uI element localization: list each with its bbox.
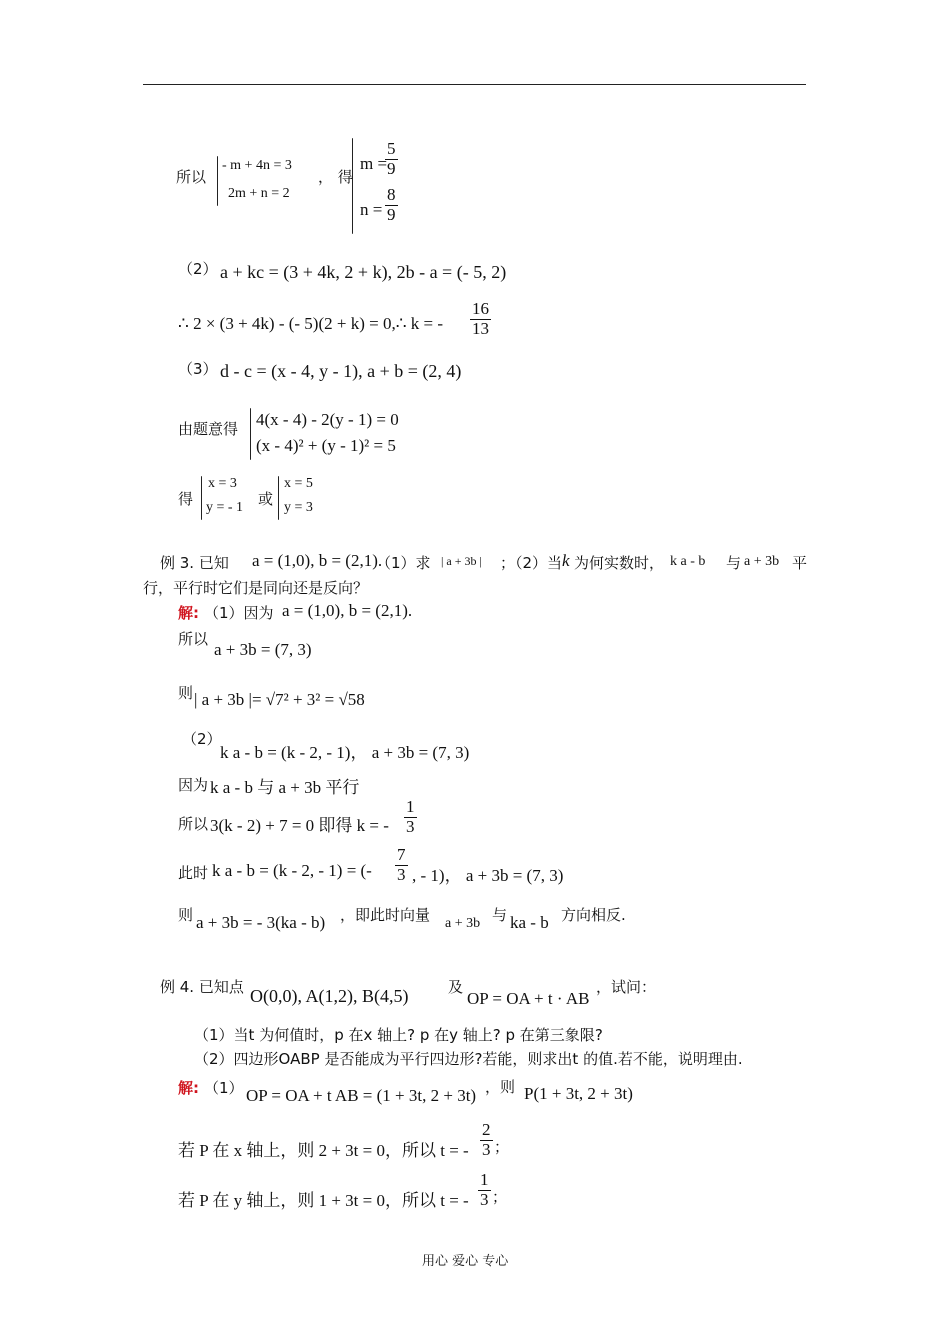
equation-1: 4(x - 4) - 2(y - 1) = 0 — [256, 410, 399, 429]
system-brace — [217, 156, 218, 206]
ex3-ze2-yu: 与 — [492, 906, 508, 924]
ex4-points: O(0,0), A(1,2), B(4,5) — [250, 986, 409, 1006]
ex3-ze2-v1: a + 3b — [445, 916, 481, 931]
ex3-ze: 则 — [178, 684, 194, 702]
ex4-x-line: 若 P 在 x 轴上，则 2 + 3t = 0，所以 t = - — [178, 1141, 469, 1160]
ex3-ze2: 则 — [178, 906, 194, 924]
ex3-k-fraction: $\frac{1}{3}$ — [406, 797, 415, 836]
ex3-ze2-text: ，即此时向量 — [340, 906, 431, 924]
sol2-y: y = 3 — [284, 500, 313, 515]
ex4-x-fraction: $\frac{2}{3}$ — [482, 1120, 491, 1159]
ex3-ze2-end: 方向相反. — [561, 906, 626, 924]
m-label: m = — [360, 154, 388, 173]
ex3-cishi-expr-a: k a - b = (k - 2, - 1) = (- — [212, 861, 372, 880]
ex3-q2b: 为何实数时， — [574, 554, 665, 572]
ex3-cishi-expr-b: , - 1)， a + 3b = (7, 3) — [412, 866, 564, 885]
sol2-brace — [278, 476, 279, 520]
k-fraction: $\frac{16}{13}$ — [472, 299, 489, 338]
sol1-x: x = 3 — [208, 476, 237, 491]
part3-number: （3） — [178, 360, 218, 378]
de-label-2: 得 — [178, 490, 194, 508]
ex3-expr2: a + 3b — [744, 554, 780, 569]
ex3-q2: ；（2）当 — [500, 554, 563, 572]
sol2-x: x = 5 — [284, 476, 313, 491]
equation-brace — [250, 408, 251, 460]
part2-therefore: ∴ 2 × (3 + 4k) - (- 5)(2 + k) = 0,∴ k = - — [178, 314, 444, 333]
ex3-ze2-expr: a + 3b = - 3(ka - b) — [196, 913, 326, 932]
equation-2: (x - 4)² + (y - 1)² = 5 — [256, 436, 396, 455]
ex3-abs-expr: | a + 3b |= √7² + 3² = √58 — [194, 690, 365, 709]
ex4-y-line: 若 P 在 y 轴上，则 1 + 3t = 0，所以 t = - — [178, 1191, 469, 1210]
ex3-yu: 与 — [726, 554, 742, 572]
part2-number: （2） — [178, 260, 218, 278]
page-footer: 用心 爱心 专心 — [422, 1254, 509, 1269]
ex4-y-end: ； — [492, 1188, 508, 1206]
system-eq-2: 2m + n = 2 — [228, 186, 290, 201]
ex3-expr1: k a - b — [670, 554, 706, 569]
ex4-jie1-ze: ，则 — [485, 1078, 516, 1096]
ex3-yinwei-expr: k a - b 与 a + 3b 平行 — [210, 778, 360, 797]
ex4-ji: 及 — [448, 978, 464, 996]
youti-label: 由题意得 — [178, 420, 239, 438]
n-fraction: $\frac{8}{9}$ — [387, 185, 396, 224]
ex3-cishi-fraction: $\frac{7}{3}$ — [397, 845, 406, 884]
ex3-jie-vectors: a = (1,0), b = (2,1). — [282, 601, 413, 620]
ex3-sum: a + 3b = (7, 3) — [214, 640, 312, 659]
ex4-x-end: ； — [494, 1138, 510, 1156]
ex4-wen: ，试问： — [596, 978, 657, 996]
system-eq-1: - m + 4n = 3 — [222, 158, 292, 173]
ex3-ze2-v2: ka - b — [510, 913, 549, 932]
ex4-q2: （2）四边形OABP 是否能成为平行四边形?若能，则求出t 的值.若不能，说明理由. — [194, 1050, 743, 1068]
ex4-op: OP = OA + t · AB — [467, 989, 590, 1008]
ex4-q1: （1）当t 为何值时，p 在x 轴上? p 在y 轴上? p 在第三象限? — [194, 1026, 603, 1044]
ex3-ping: 平 — [792, 554, 808, 572]
part3-expression: d - c = (x - 4, y - 1), a + b = (2, 4) — [220, 361, 462, 381]
ex3-q1: （1）求 — [376, 554, 431, 572]
sol1-y: y = - 1 — [206, 500, 244, 515]
ex4-jie1-p: P(1 + 3t, 2 + 3t) — [524, 1084, 633, 1103]
huo-label: 或 — [258, 490, 274, 508]
ex3-jie: 解: — [178, 604, 199, 622]
ex3-suoyi: 所以 — [178, 630, 209, 648]
ex3-cishi: 此时 — [178, 864, 209, 882]
ex3-part2-expr: k a - b = (k - 2, - 1)， a + 3b = (7, 3) — [220, 743, 470, 762]
ex3-intro: 例 3. 已知 — [160, 554, 229, 572]
header-rule — [143, 84, 806, 85]
ex3-abs: | a + 3b | — [441, 554, 482, 568]
ex3-jie-text: （1）因为 — [204, 604, 274, 622]
ex4-intro: 例 4. 已知点 — [160, 978, 244, 996]
m-fraction: $\frac{5}{9}$ — [387, 139, 396, 178]
ex3-suoyi2: 所以 — [178, 815, 209, 833]
part2-expression: a + kc = (3 + 4k, 2 + k), 2b - a = (- 5, 2) — [220, 262, 507, 282]
ex3-part2-num: （2） — [182, 730, 222, 748]
ex3-k: k — [562, 551, 570, 570]
ex3-suoyi2-expr: 3(k - 2) + 7 = 0 即得 k = - — [210, 816, 389, 835]
ex4-jie1-expr: OP = OA + t AB = (1 + 3t, 2 + 3t) — [246, 1086, 477, 1105]
ex4-y-fraction: $\frac{1}{3}$ — [480, 1170, 489, 1209]
sol1-brace — [201, 476, 202, 520]
ex3-line2: 行，平行时它们是同向还是反向？ — [143, 579, 369, 597]
n-label: n = — [360, 200, 383, 219]
ex3-vectors: a = (1,0), b = (2,1). — [252, 551, 383, 570]
ex4-jie: 解: — [178, 1079, 199, 1097]
solution-brace — [352, 138, 353, 234]
suoyi-label: 所以 — [176, 168, 207, 186]
de-label: ， 得 — [318, 168, 353, 186]
ex3-yinwei: 因为 — [178, 776, 209, 794]
ex4-jie1: （1） — [204, 1079, 244, 1097]
